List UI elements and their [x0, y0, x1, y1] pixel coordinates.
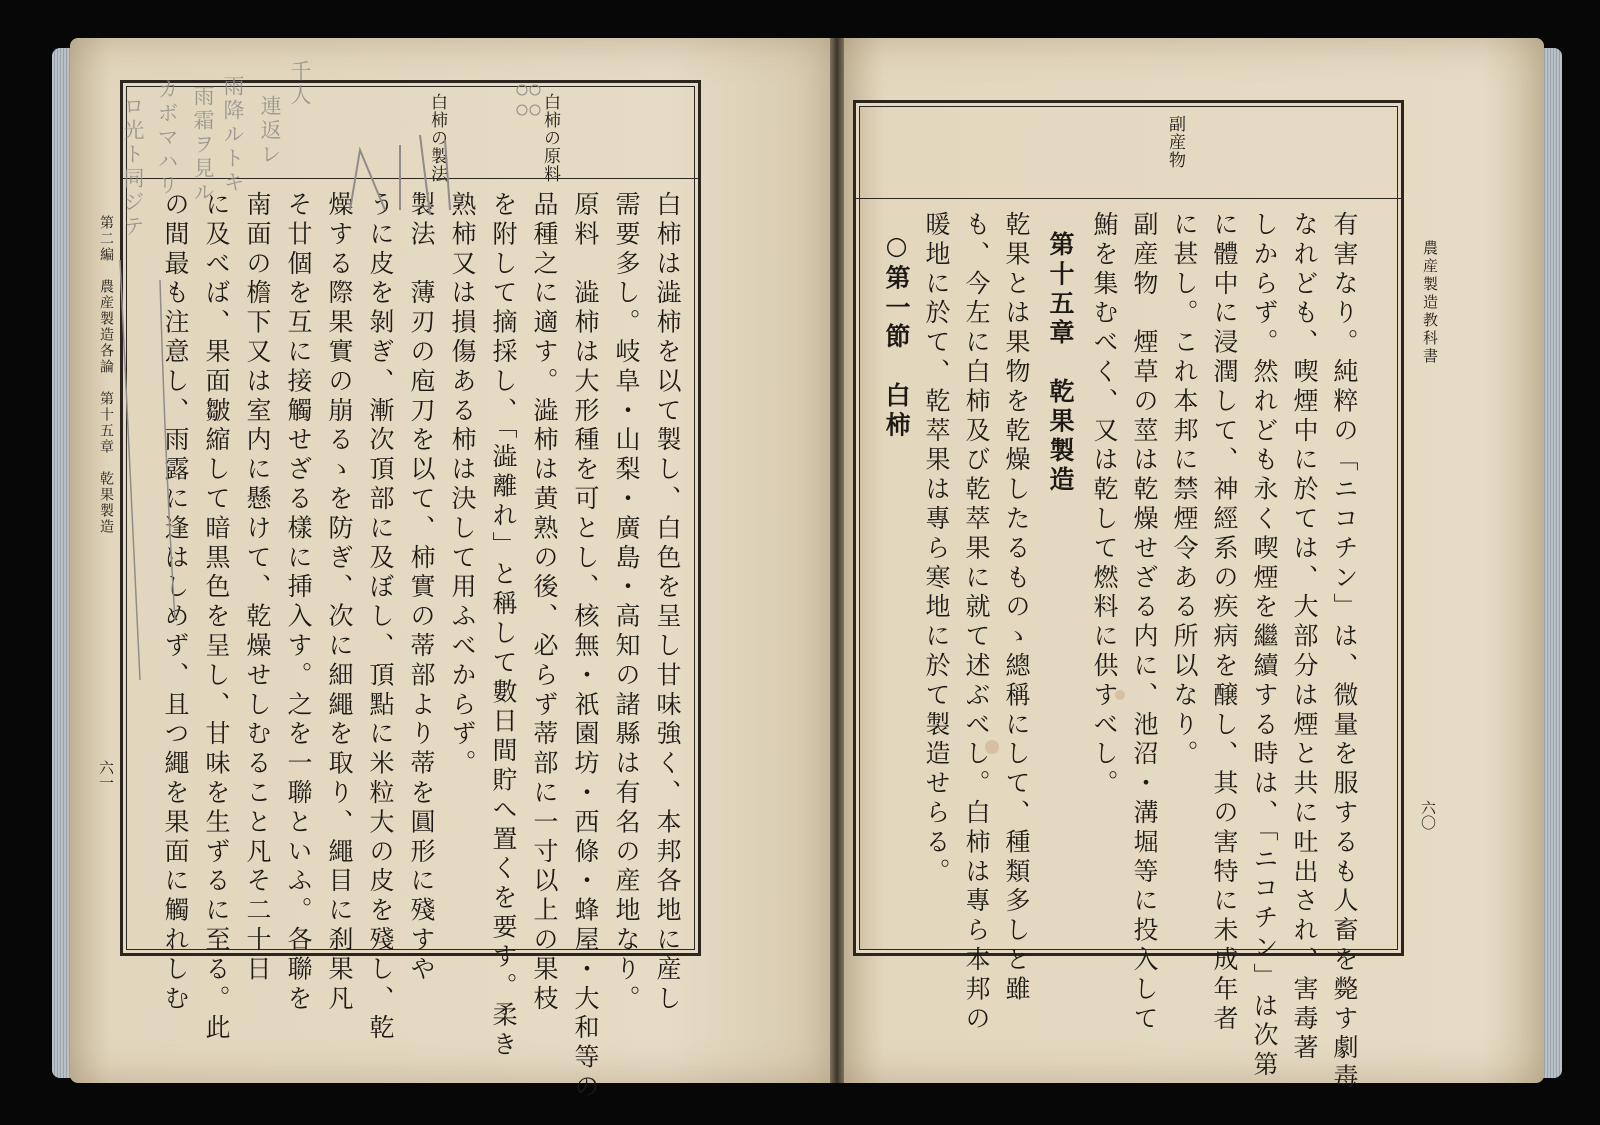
text-column: 品種之に適す。澁柿は黄熟の後、必らず蒂部に一寸以上の果枝: [530, 191, 559, 1015]
text-column: 鮪を集むべく、又は乾して燃料に供すべし。: [1090, 211, 1119, 799]
text-frame-right: [853, 100, 1404, 1093]
text-column: 燥する際果實の崩るゝを防ぎ、次に細繩を取り、繩目に刹果凡: [325, 191, 354, 1015]
text-column: を附して摘採し、「澁離れ」と稱して數日間貯へ置くを要す。柔き: [489, 191, 518, 1061]
text-column: うに皮を剝ぎ、漸次頂部に及ぼし、頂點に米粒大の皮を殘し、乾: [366, 191, 395, 1044]
text-column: も、今左に白柿及び乾萃果に就て述ぶべし。白柿は專ら本邦の: [962, 211, 991, 1035]
pencil-note: 雨霜ヲ見ル: [191, 85, 215, 205]
text-column: なれども、喫煙中に於ては、大部分は煙と共に吐出され、害毒著: [1290, 211, 1319, 1064]
text-column: 乾果とは果物を乾燥したるものゝ總稱にして、種類多しと雖: [1002, 211, 1031, 1005]
page-number-right: 六〇: [1419, 800, 1437, 830]
text-column: 白柿は澁柿を以て製し、白色を呈し甘味強く、本邦各地に産し: [653, 191, 682, 1015]
pencil-note: カボマハリ: [155, 78, 179, 198]
pencil-note: 雨降ルトキ: [221, 75, 245, 195]
text-column: 原料 澁柿は大形種を可とし、核無・祇園坊・西條・蜂屋・大和等の: [571, 191, 600, 1103]
section-heading: ○第一節 白柿: [882, 231, 911, 441]
text-column: 暖地に於て、乾萃果は專ら寒地に於て製造せらる。: [922, 211, 951, 888]
text-column: 副産物 煙草の莖は乾燥せざる内に、池沼・溝堀等に投入して: [1130, 211, 1159, 1035]
text-column: 需要多し。岐阜・山梨・廣島・高知の諸縣は有名の産地なり。: [612, 191, 641, 1015]
text-column: に體中に浸潤して、神經系の疾病を醸し、其の害特に未成年者: [1210, 211, 1239, 1035]
text-column: しからず。然れども永く喫煙を繼續する時は、「ニコチン」は次第: [1250, 211, 1279, 1081]
side-note-label: 副産物: [1165, 115, 1185, 169]
page-number-left: 六一: [97, 760, 115, 790]
pencil-note: 連返レ: [258, 95, 282, 167]
text-column: に及べば、果面皺縮して暗黒色を呈し、甘味を生ずるに至る。此: [202, 191, 231, 1044]
text-column: そ廿個を互に接觸せざる樣に挿入す。之を一聯といふ。各聯を: [284, 191, 313, 1015]
text-column: 南面の檐下又は室内に懸けて、乾燥せしむること凡そ二十日: [243, 191, 272, 985]
pencil-scribbles: [100, 60, 580, 700]
running-head-right: 農産製造教科書: [1421, 240, 1439, 366]
page-edges-right: [1542, 48, 1562, 1078]
side-note-label: 白柿の原料: [540, 93, 560, 183]
chapter-heading: 第十五章 乾果製造: [1046, 231, 1075, 496]
pencil-note: ロ光ト同ジテ: [121, 95, 145, 239]
side-note-box-right: [856, 103, 1401, 199]
text-column: 有害なり。純粹の「ニコチン」は、微量を服するも人畜を斃す劇毒: [1330, 211, 1359, 1093]
side-note-label: 白柿の製法: [427, 93, 447, 183]
running-head-left: 第二編 農産製造各論 第十五章 乾果製造: [98, 215, 114, 535]
pencil-note: 千人: [288, 60, 312, 108]
text-column: の間最も注意し、雨露に逢はしめず、且つ繩を果面に觸れしむ: [161, 191, 190, 1015]
text-column: 製法 薄刃の庖刀を以て、柿實の蒂部より蒂を圓形に殘すや: [407, 191, 436, 985]
text-column: 熟柿又は損傷ある柿は決して用ふべからず。: [448, 191, 477, 779]
text-column: に甚し。これ本邦に禁煙令ある所以なり。: [1170, 211, 1199, 770]
book-gutter: [830, 38, 844, 1083]
